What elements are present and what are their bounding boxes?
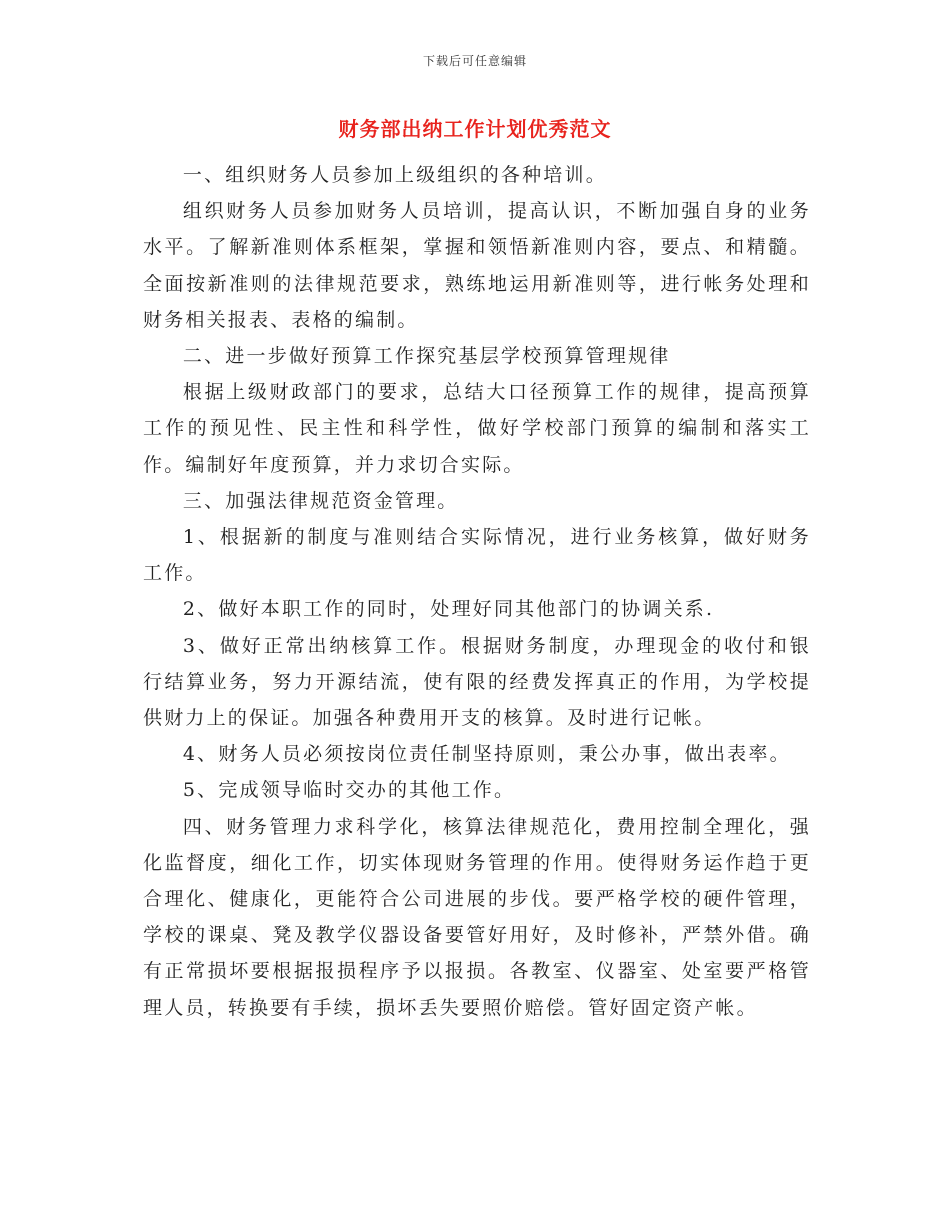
body-paragraph: 根据上级财政部门的要求，总结大口径预算工作的规律，提高预算工作的预见性、民主性和科学性，做好学校部门预算的编制和落实工作。编制好年度预算，并力求切合实际。 <box>143 381 811 476</box>
body-paragraph: 组织财务人员参加财务人员培训，提高认识，不断加强自身的业务水平。了解新准则体系框架，掌握和领悟新准则内容，要点、和精髓。全面按新准则的法律规范要求，熟练地运用新准则等，进行帐务处理和财务相关报表、表格的编制。 <box>143 200 811 331</box>
header-note: 下载后可任意编辑 <box>422 54 527 68</box>
section-heading-3: 三、加强法律规范资金管理。 <box>182 489 459 512</box>
list-item: 1、根据新的制度与准则结合实际情况，进行业务核算，做好财务工作。 <box>143 526 811 585</box>
section-heading-4: 四、财务管理力求科学化，核算法律规范化，费用控制全理化，强化监督度，细化工作，切实体现财务管理的作用。使得财务运作趋于更合理化、健康化，更能符合公司进展的步伐。要严格学校的硬件管理，学校的课桌、凳及教学仪器设备要管好用好，及时修补，严禁外借。确有正常损坏要根据报损程序予以报损。各教室、仪器室、处室要严格管理人员，转换要有手续，损坏丢失要照价赔偿。管好固定资产帐。 <box>143 815 811 1019</box>
list-item: 2、做好本职工作的同时，处理好同其他部门的协调关系. <box>182 598 715 621</box>
section-heading-1: 一、组织财务人员参加上级组织的各种培训。 <box>182 164 607 186</box>
list-item: 5、完成领导临时交办的其他工作。 <box>182 779 516 802</box>
list-item: 4、财务人员必须按岗位责任制坚持原则，秉公办事，做出表率。 <box>182 743 791 766</box>
list-item: 3、做好正常出纳核算工作。根据财务制度，办理现金的收付和银行结算业务，努力开源结流，使有限的经费发挥真正的作用，为学校提供财力上的保证。加强各种费用开支的核算。及时进行记帐。 <box>143 634 811 730</box>
document-title: 财务部出纳工作计划优秀范文 <box>338 117 612 141</box>
document-body <box>143 157 811 1026</box>
section-heading-2: 二、进一步做好预算工作探究基层学校预算管理规律 <box>182 345 671 368</box>
